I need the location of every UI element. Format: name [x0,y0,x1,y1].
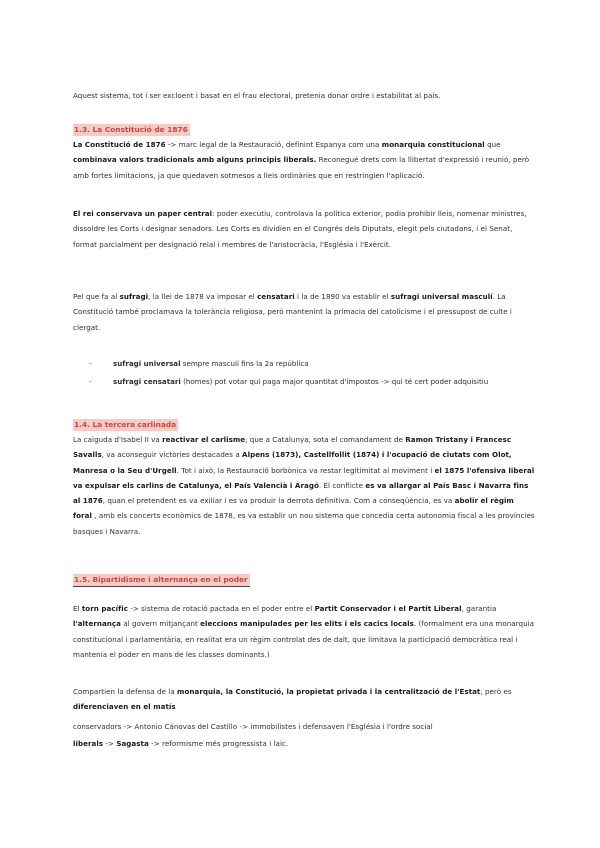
bullet-census-suffrage [113,375,513,389]
text-run: que [484,140,501,149]
bullet-universal-suffrage [113,357,513,371]
text-run: El [73,604,82,613]
bold-term: sufragi universal [113,359,181,368]
text-run: -> sistema de rotació pactada en el poder entre el [127,604,315,613]
conservatives-line [73,719,535,734]
bold-term: Sagasta [116,739,149,748]
bold-term: abolir el règim foral [73,496,514,521]
text-run: i la de 1890 va establir el [294,292,391,301]
text-run: : poder executiu, controlava la política exterior, podia prohibir lleis, nomenar ministres, dissoldre les Corts i designar senadors. Les Corts es dividien en el Congrés dels Diputats, elegit pels ciutadans, i el Senat, format parcialment per designació reial i membres de l'aristocràcia, l'Església i l'Exèrcit. [73,209,527,249]
shared-values-paragraph [73,684,535,715]
bold-term: Partit Conservador i el Partit Liberal [314,604,462,613]
text-run: -> marc legal de la Restauració, definint Espanya com una [165,140,382,149]
bold-term: sufragi [119,292,149,301]
text-run: -> [103,739,117,748]
bold-term: monarquia constitucional [381,140,485,149]
text-run: al govern mitjançant [121,619,201,629]
text-run: , amb els concerts econòmics de 1878, es va establir un nou sistema que concedia certa autonomia fiscal a les províncies basques i Navarra. [73,511,535,536]
bold-term: diferenciaven en el matís [73,702,176,712]
section-heading-1-5: 1.5. Bipartidisme i alternança en el poder [73,574,250,587]
text-run: , que a Catalunya, sota el comandament de [245,435,406,444]
text-run: -> reformisme més progressista i laic. [148,739,289,748]
intro-paragraph: Aquest sistema, tot i ser excloent i basat en el frau electoral, pretenia donar ordre i estabilitat al país. [73,91,441,100]
king-role-paragraph [73,206,535,252]
bold-term: liberals [73,739,104,748]
text-run: Compartien la defensa de la [73,687,178,696]
text-run: (homes) pot votar qui paga major quantitat d'impostos -> qui té cert poder adquisitiu [180,377,489,386]
text-run: , quan el pretendent es va exiliar i es va produir la derrota definitiva. Com a conseqüència, es va [102,496,455,506]
bold-term: reactivar el carlisme [162,435,246,444]
text-run: sempre masculí fins la 2a república [180,359,309,368]
text-run: . El conflicte [318,480,366,490]
bold-term: es va allargar al País Basc i Navarra fins al 1876 [73,480,529,506]
text-run: Reconegué drets com la llibertat d'expressió i reunió, però amb fortes limitacions, ja que quedaven sotmesos a lleis ordinàries que en restringien l'aplicació. [73,155,530,180]
text-run: conservadors -> Antonio Cánovas del Castillo -> immobilistes i defensaven l'Església i l'ordre social [73,722,433,731]
text-run: , però es [480,687,512,696]
bold-term: combinava valors tradicionals amb alguns principis liberals. [73,155,317,165]
text-run: . (formalment era una monarquia constitucional i parlamentària, en realitat era un règim controlat des de dalt, que limitava la participació democràtica real i mantenia el poder en mans de les classes dominants.) [73,619,535,659]
text-run: . La Constitució també proclamava la tolerància religiosa, però mantenint la primacia del catolicisme i el pressupost de culte i clergat. [73,292,512,332]
bold-term: monarquia, la Constitució, la propietat privada i la centralització de l'Estat [177,687,481,696]
bold-term: Ramon Tristany i Francesc Savalls [73,435,512,460]
bold-term: eleccions manipulades per les elits i els cacics locals [200,619,414,629]
text-run: , garantia [461,604,497,613]
bold-term: el 1875 l'ofensiva liberal va expulsar els carlins de Catalunya, el País Valencià i Aragó [73,465,535,490]
bold-term: sufragi universal masculí [390,292,493,301]
text-run: , la llei de 1878 va imposar el [148,292,258,301]
bold-term: Alpens (1873), Castellfollit (1874) i l'ocupació de ciutats com Olot, Manresa o la Seu d'Urgell [73,450,512,475]
bold-term: El rei conservava un paper central [73,209,213,218]
bold-term: torn pacífic [81,604,128,613]
text-run: , va aconseguir victòries destacades a [101,450,243,460]
bold-term: sufragi censatari [113,377,181,386]
suffrage-paragraph [73,289,535,335]
constitution-paragraph [73,137,535,183]
text-run: Pel que fa al [73,292,120,301]
carlist-war-paragraph [73,432,535,539]
bold-term: La Constitució de 1876 [73,140,166,149]
bold-term: l'alternança [73,619,122,629]
section-heading-1-3: 1.3. La Constitució de 1876 [74,125,188,134]
text-run: La caiguda d'Isabel II va [73,435,163,444]
text-run: . Tot i això, la Restauració borbònica va restar legitimitat al moviment i [176,465,435,475]
liberals-line [73,736,535,751]
turn-system-paragraph [73,601,535,662]
bold-term: censatari [257,292,295,301]
section-heading-1-4: 1.4. La tercera carlinada [74,420,177,429]
